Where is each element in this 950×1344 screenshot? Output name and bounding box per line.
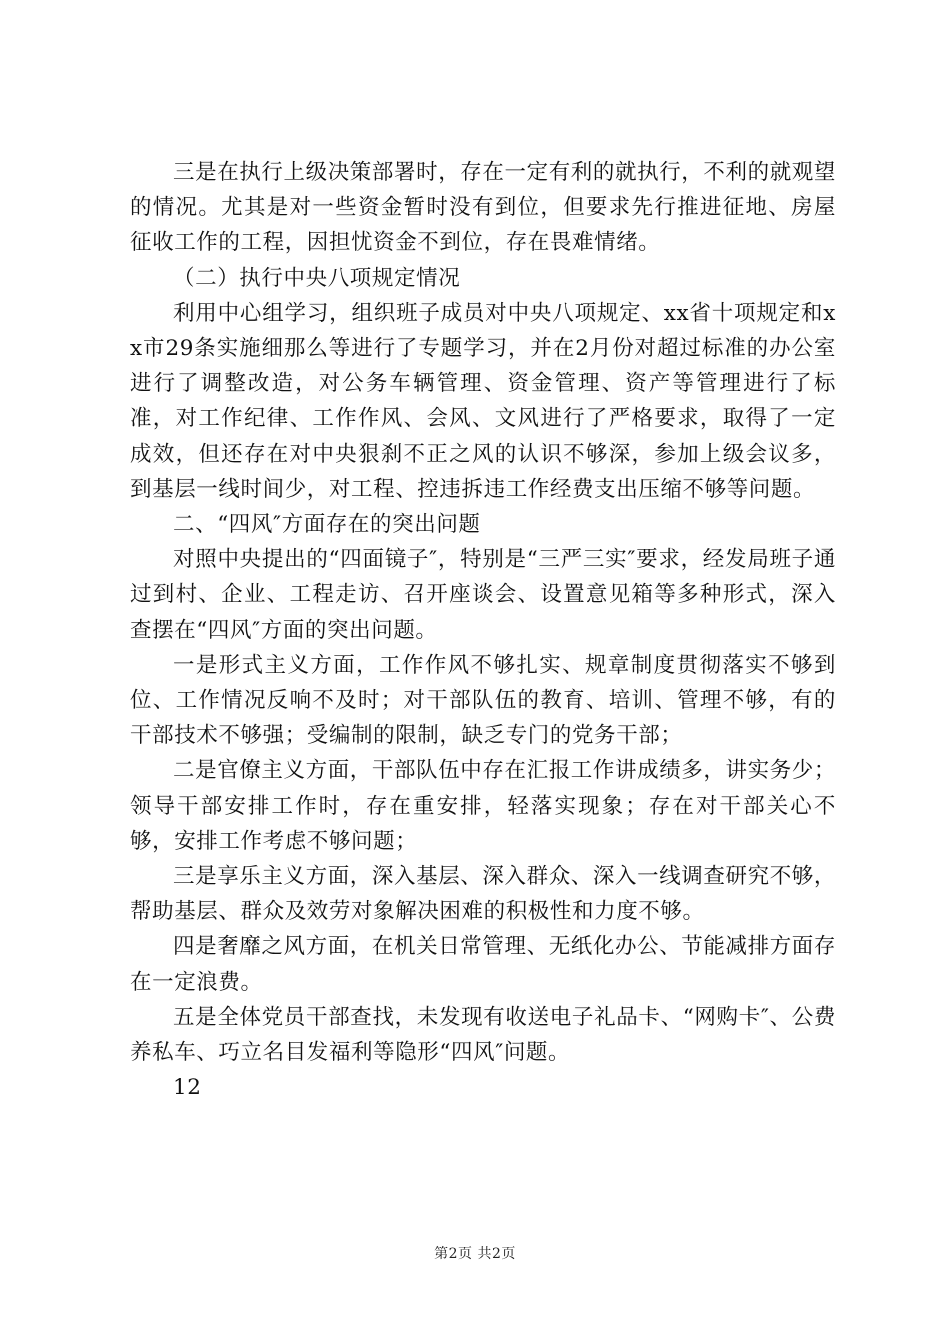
paragraph-party-members: 五是全体党员干部查找，未发现有收送电子礼品卡、“网购卡″、公费养私车、巧立名目发福利等隐形“四风″问题。 xyxy=(130,1004,836,1066)
paragraph-bureaucratism: 二是官僚主义方面，干部队伍中存在汇报工作讲成绩多，讲实务少；领导干部安排工作时，存在重安排，轻落实现象；存在对干部关心不够，安排工作考虑不够问题； xyxy=(130,758,837,854)
section-heading-eight-rules: （二）执行中央八项规定情况 xyxy=(173,265,461,291)
paragraph-extravagance: 四是奢靡之风方面，在机关日常管理、无纸化办公、节能减排方面存在一定浪费。 xyxy=(130,934,837,995)
paragraph-number: 12 xyxy=(173,1075,202,1101)
paragraph-eight-rules: 利用中心组学习，组织班子成员对中央八项规定、xx省十项规定和xx市29条实施细那么等进行了专题学习，并在2月份对超过标准的办公室进行了调整改造，对公务车辆管理、资金管理、资产等管理进行了标准，对工作纪律、工作作风、会风、文风进行了严格要求，取得了一定成效，但还存在对中央狠刹不正之风的认识不够深，参加上级会议多，到基层一线时间少，对工程、控违拆违工作经费支出压缩不够等问题。 xyxy=(130,300,836,502)
page-footer: 第2页 共2页 xyxy=(434,1246,516,1262)
paragraph-sanshi-decision: 三是在执行上级决策部署时，存在一定有利的就执行，不利的就观望的情况。尤其是对一些资金暂时没有到位，但要求先行推进征地、房屋征收工作的工程，因担忧资金不到位，存在畏难情绪。 xyxy=(130,160,837,256)
paragraph-formalism: 一是形式主义方面，工作作风不够扎实、规章制度贯彻落实不够到位、工作情况反响不及时；对干部队伍的教育、培训、管理不够，有的干部技术不够强；受编制的限制，缺乏专门的党务干部； xyxy=(130,652,836,749)
section-heading-four-styles: 二、“四风″方面存在的突出问题 xyxy=(173,512,481,538)
document-body xyxy=(130,155,836,1105)
paragraph-four-mirrors: 对照中央提出的“四面镜子″，特别是“三严三实″要求，经发局班子通过到村、企业、工程走访、召开座谈会、设置意见箱等多种形式，深入查摆在“四风″方面的突出问题。 xyxy=(130,547,836,643)
paragraph-hedonism: 三是享乐主义方面，深入基层、深入群众、深入一线调查研究不够，帮助基层、群众及效劳对象解决困难的积极性和力度不够。 xyxy=(130,864,837,925)
